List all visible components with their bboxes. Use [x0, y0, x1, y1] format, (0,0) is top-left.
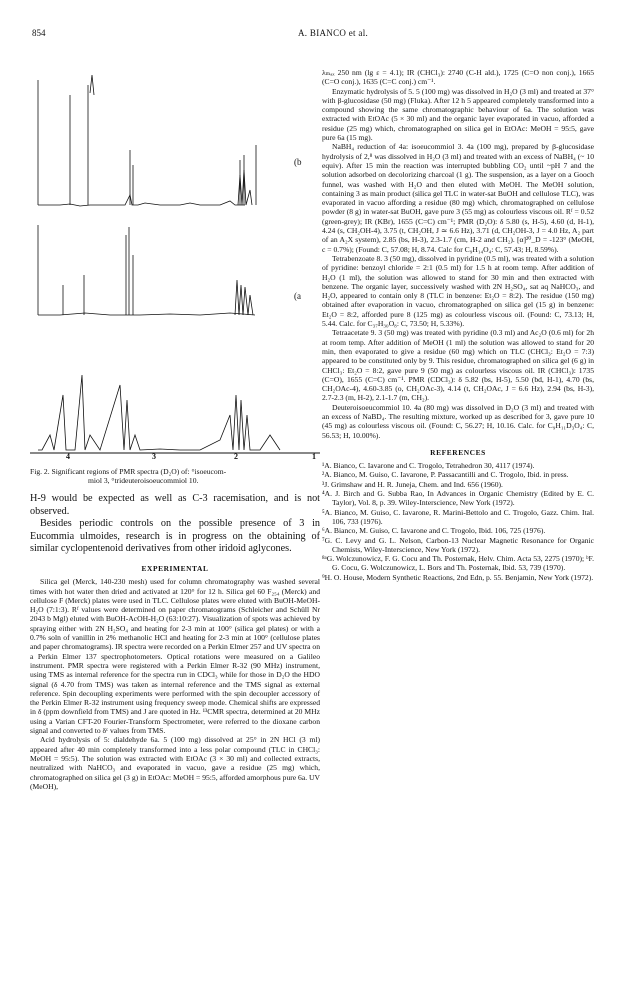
reference-item: ¹A. Bianco, C. Iavarone and C. Trogolo, Tetrahedron 30, 4117 (1974). — [322, 461, 535, 471]
pmr-spectra-figure — [30, 55, 320, 460]
left-para-4: Acid hydrolysis of 5: dialdehyde 6a. 5 (100 mg) dissolved at 25° in 2N HCl (3 ml) appeared after 40 min completely transformed into a less polar compound (TLC in CHCl₃: MeOH = 95:5). The solution was extracted with EtOAc (3 × 30 ml) and collected extracts, neutralized with NaHCO₃ and evaporated in vacuo, gave a residue (25 mg) which, chromatographed on silica gel (3 g) in EtOAc: MeOH = 95:5, afforded amorphous pure 6a. UV (MeOH), — [30, 735, 320, 791]
reference-item: ⁵A. Bianco, M. Guiso, C. Iavarone, R. Marini-Bettolo and C. Trogolo, Gazz. Chim. Ital. 106, 733 (1976). — [322, 507, 594, 526]
left-para-1: H-9 would be expected as well as C-3 racemisation, and is not observed. — [30, 493, 320, 517]
reference-item: ³J. Grimshaw and H. R. Juneja, Chem. and Ind. 656 (1960). — [322, 479, 503, 489]
tick-2: 2 — [234, 452, 238, 461]
reference-item: ²A. Bianco, M. Guiso, C. Iavarone, P. Passacantilli and C. Trogolo, Ibid. in press. — [322, 470, 569, 480]
references-list — [322, 461, 594, 582]
trace-b-label: (b — [294, 157, 302, 167]
caption-line-2: miol 3, °trideuteroisoeucommiol 10. — [88, 476, 199, 486]
running-header — [0, 28, 624, 42]
tick-3: 3 — [152, 452, 156, 461]
right-para-2: Enzymatic hydrolysis of 5. 5 (100 mg) was dissolved in H₂O (3 ml) and treated at 37° with β-glucosidase (50 mg) (Fluka). After 12 h 5 appeared completely transformed into a compound showing the same chromatographic behaviour of 6a. The solution was extracted with EtOAc (5 × 30 ml) and the organic layer evaporated in vacuo, afforded a residue (25 mg) which, chromatographed on silica gel in EtOAc: MeOH = 95:5, gave pure 6a (15 mg). — [322, 86, 594, 143]
reference-item: ⁹H. O. House, Modern Synthetic Reactions, 2nd Edn, p. 55. Benjamin, New York (1972). — [322, 572, 594, 582]
right-para-5: Tetraacetate 9. 3 (50 mg) was treated with pyridine (0.3 ml) and Ac₂O (0.6 ml) for 2h at room temp. After addition of MeOH (1 ml) the solution was allowed to stand for 20 min, then evaporated to give a residue (60 mg) which on TLC (CHCl₃: Et₂O = 7:3) appeared to be constituted only by 9. This residue, chromatographed on silica gel (6 g) in CHCl₃: Et₂O = 8:2, gave pure 9 (50 mg) as colourless viscous oil. IR (CHCl₃): 1735 (C=O), 1655 (C=C) cm⁻¹. PMR (CDCl₃): δ 5.82 (bs, H-5), 5.50 (bd, H-1), 4.70 (bs, CH₂OAc-4), 4.60-3.85 (o, CH₂OAc-3), 4.14 (t, CH₂OAc, J = 6.6 Hz), 2.94 (bs, H-3), 2.7-2.3 (m, H-2), 2.1-1.7 (m, CH₂). — [322, 328, 594, 403]
running-title: A. BIANCO et al. — [298, 28, 369, 38]
reference-item: ⁷G. C. Levy and G. L. Nelson, Carbon-13 Nuclear Magnetic Resonance for Organic Chemists, Wiley-Interscience, New York (1972). — [322, 535, 594, 554]
left-column — [30, 493, 320, 791]
figure-caption — [30, 467, 320, 486]
right-para-6: Deuteroisoeucommiol 10. 4a (80 mg) was dissolved in D₂O (3 ml) and treated with an excess of NaBD₄. The resulting mixture, worked up as described for 3, gave pure 10 (45 mg) as colourless viscous oil. (Found: C, 56.27; H, 10.16. Calc. for C₉H₁₁D₃O₄: C, 56.53; H, 10.00%). — [322, 402, 594, 440]
tick-1: 1 — [312, 452, 316, 461]
left-para-2: Besides periodic controls on the possible presence of 3 in Eucommia ulmoides, research is in progress on the obtaining of similar cyclopentenoid derivatives from other iridoid aglycones. — [30, 518, 320, 555]
left-para-3: Silica gel (Merck, 140-230 mesh) used for column chromatography was washed several times with hot water then dried and activated at 120° for 12 h. Silica gel 60 F₂₅₄ (Merck) and cellulose F (Merck) plates were used in TLC. Cellulose plates were eluted with BuOH-MeOH-H₂O (7:1:3). Rᶠ values were determined on paper chromatograms (Schleicher and Schüll Nr 2043 b Mgl) eluted with BuOH-AcOH-H₂O (63:10:27). Visualization of spots was achieved by spraying either with 2N H₂SO₄ and heating for 2-3 min at 100° (silica gel plates) or with a 0.7% soln of vanillin in 2% methanolic HCl and heating for 2-3 min at 100° (cellulose plates and paper chromatograms). IR spectra were recorded on a Perkin Elmer 257 and UV spectra on a Perkin Elmer 137 spectrophotometers. Optical rotations were measured on a Galileo instrument. PMR spectra were registered with a Perkin Elmer R-32 (90 MHz) instrument, using TMS as internal reference for the spectra run in CDCl₃ while for those in D₂O the HDO signal (δ 4.70 from TMS) was taken as internal reference and the TMS signal as external reference. Spin decoupling experiments were performed with the spin decoupler accessory of the Perkin Elmer R-32 instrument using frequency sweep mode. Chemical shifts are expressed in δ (ppm downfield from TMS) and J are quoted in Hz. ¹³CMR spectra, determined at 20 MHz using a Varian CFT-20 Fourier-Transform Spectrometer, were referred to the dioxane carbon signal and converted to δᶜ values from TMS. — [30, 577, 321, 736]
right-para-1: λₘₐₓ 250 nm (lg ε = 4.1); IR (CHCl₃): 2740 (C-H ald.), 1725 (C=O non conj.), 1665 (C=O conj.), 1635 (C=C conj.) cm⁻¹. — [322, 68, 594, 87]
reference-item: ⁴A. J. Birch and G. Subba Rao, In Advances in Organic Chemistry (Edited by E. C. Taylor), Vol. 8, p. 39. Wiley-Interscience, New York (1972). — [322, 489, 594, 508]
trace-a-label: (a — [294, 291, 301, 301]
references-heading: REFERENCES — [430, 447, 486, 457]
tick-4: 4 — [66, 452, 70, 461]
spectrum-trace-a — [38, 225, 255, 315]
right-para-3: NaBH₄ reduction of 4a: isoeucommiol 3. 4a (100 mg), prepared by β-glucosidase hydrolysis of 2,⁸ was dissolved in H₂O (3 ml) and treated with an excess of NaBH₄ (~ 10 equiv). After 15 min the reaction was interrupted bubbling CO₂ until ~pH 7 and the solution adsorbed on decolorizing charcoal (1 g). The suspension, as a layer on a Gooch funnel, was washed with H₂O and then eluted with MeOH. The MeOH solution, containing 3 as main product (silica gel TLC in water-sat BuOH and cellulose TLC), was evaporated in vacuo affording a residue (80 mg) which, chromatographed on cellulose powder (8 g) in water-sat BuOH, gave pure 3 (55 mg) as colourless viscous oil. Rᶠ = 0.52 (green-grey); IR (KBr), 1655 (C=C) cm⁻¹; PMR (D₂O): δ 5.80 (s, H-5), 4.60 (d, H-1), 4.24 (s, CH₂OH-4), 3.75 (t, CH₂OH, J ≃ 6.6 Hz), 3.71 (d, CH₂OH-3, J = 4.0 Hz, A₂ part of an A₂X system), 2.85 (bs, H-3), 2.3-1.7 (cm, H-2 and CH₂). [α]²⁰_D = -123° (MeOH, c = 0.7%); (Found: C, 57.08; H, 8.74. Calc for C₉H₁₄O₄: C, 57.43; H, 8.59%). — [322, 142, 594, 254]
right-para-4: Tetrabenzoate 8. 3 (50 mg), dissolved in pyridine (0.5 ml), was treated with a solution of pyridine: benzoyl chloride = 2:1 (0.5 ml) for 1.5 h at room temp. After addition of H₂O (1 ml), the solution was allowed to stand for 30 min and then extracted with benzene. The organic layer, successively washed with 2N H₂SO₄, sat aq NaHCO₃, and H₂O, appeared to contain only 8 (TLC in benzene: Et₂O = 8:2). The residue (150 mg) obtained after evaporation in vacuo, chromatographed on silica gel (15 g) in benzene: Et₂O = 8:2, afforded pure 8 (125 mg) as colourless viscous oil. (Found: C, 73.13; H, 5.44. Calc. for C₃₇H₃₀O₈: C, 73.50; H, 5.33%). — [322, 253, 594, 329]
experimental-heading: EXPERIMENTAL — [141, 563, 209, 573]
right-column — [322, 68, 594, 582]
spectrum-trace-lower — [38, 375, 280, 450]
spectra-plot — [30, 55, 320, 460]
reference-item: ⁸ᵃG. Wolczunowicz, F. G. Cocu and Th. Posternak, Helv. Chim. Acta 53, 2275 (1970); ᵇF. G. Cocu, G. Wolczunowicz, L. Bors and Th. Posternak, Ibid. 53, 739 (1970). — [322, 554, 594, 573]
caption-line-1: Fig. 2. Significant regions of PMR spectra (D₂O) of: °isoeucom- — [30, 467, 227, 476]
spectrum-trace-b — [38, 75, 256, 206]
reference-item: ⁶A. Bianco, M. Guiso, C. Iavarone and C. Trogolo, Ibid. 106, 725 (1976). — [322, 526, 546, 536]
page-number: 854 — [32, 28, 46, 38]
